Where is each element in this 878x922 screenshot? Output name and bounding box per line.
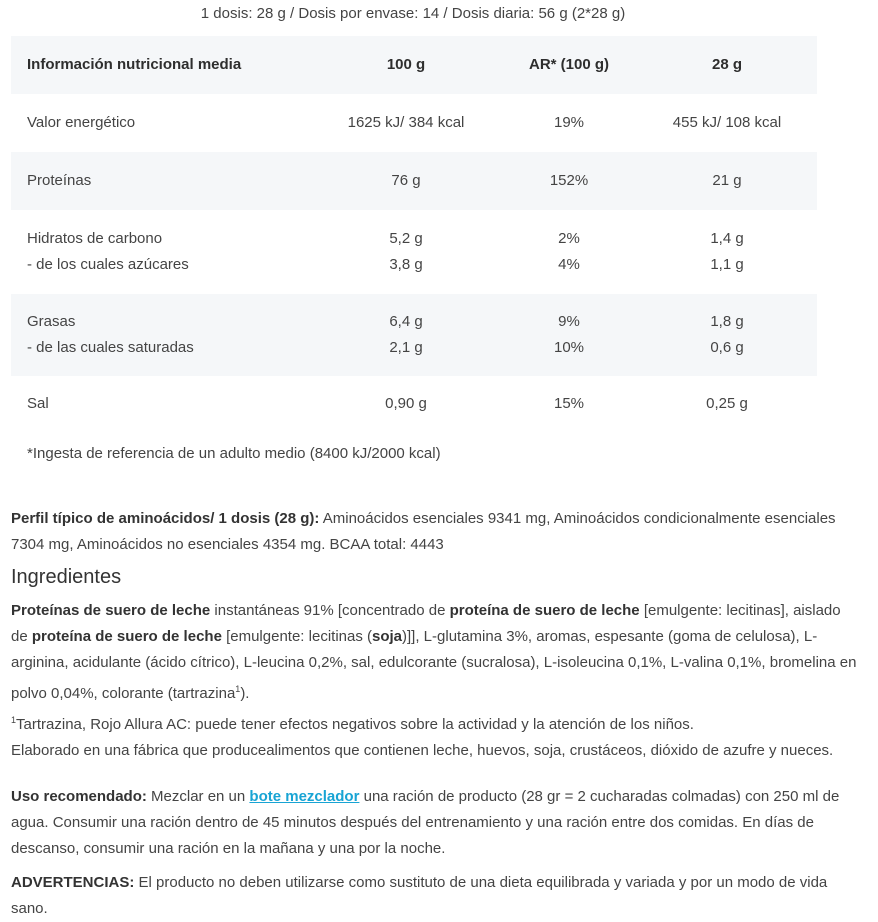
allergen-bold: soja xyxy=(372,628,403,645)
tartrazine-note: Tartrazina, Rojo Allura AC: puede tener efectos negativos sobre la actividad y la atención de los niños. xyxy=(16,716,694,733)
nutrition-table xyxy=(11,36,817,474)
table-row xyxy=(11,152,817,210)
value-100g: 3,8 g xyxy=(389,256,423,273)
ingredient-bold: proteína de suero de leche xyxy=(31,628,222,645)
value-ar: 9% xyxy=(558,313,580,330)
ingredient-text: )]], L-glutamina 3%, aromas, espesante (goma de celulosa), L-arginina, acidulante (ácido cítrico), L-leucina 0,2%, sal, edulcorante (sucralosa), L-isoleucina 0,1%, L-valina 0,1%, bromelina en polvo 0,04%, colorante (tartrazina xyxy=(11,628,857,702)
value-28g: 0,6 g xyxy=(710,339,744,356)
nutrient-name: Valor energético xyxy=(27,114,136,131)
nutrient-name: Hidratos de carbono xyxy=(27,230,163,247)
usage-paragraph xyxy=(11,784,861,862)
nutrient-subname: - de los cuales azúcares xyxy=(27,256,189,273)
value-100g: 0,90 g xyxy=(385,395,427,412)
ingredient-bold: Proteínas de suero de leche xyxy=(11,602,211,619)
nutrient-name: Grasas xyxy=(27,313,76,330)
ingredient-text: [emulgente: lecitinas ( xyxy=(221,628,372,645)
value-28g: 1,8 g xyxy=(710,313,744,330)
warnings-paragraph xyxy=(11,870,861,922)
value-28g: 21 g xyxy=(712,172,742,189)
warnings-label: ADVERTENCIAS: xyxy=(11,874,135,891)
value-28g: 1,1 g xyxy=(710,256,744,273)
header-cell: 28 g xyxy=(711,56,742,73)
footnote-marker: 1 xyxy=(235,684,241,694)
usage-text: Mezclar en un xyxy=(146,788,250,805)
warnings-text: El producto no deben utilizarse como sustituto de una dieta equilibrada y variada y por un modo de vida sano. xyxy=(11,874,828,917)
ingredient-bold: proteína de suero de leche xyxy=(449,602,640,619)
value-28g: 455 kJ/ 108 kcal xyxy=(672,114,782,131)
table-row xyxy=(11,94,817,152)
value-ar: 2% xyxy=(558,230,580,247)
nutrient-name: Proteínas xyxy=(27,172,92,189)
ingredient-text: ). xyxy=(240,685,250,702)
allergen-factory-note: Elaborado en una fábrica que producealimentos que contienen leche, huevos, soja, crustáceos, dióxido de azufre y nueces. xyxy=(11,742,834,759)
dose-info: 1 dosis: 28 g / Dosis por envase: 14 / Dosis diaria: 56 g (2*28 g) xyxy=(200,5,626,22)
table-header-row xyxy=(11,36,817,94)
aminoacid-label: Perfil típico de aminoácidos/ 1 dosis (28 g): xyxy=(11,510,320,527)
value-ar: 10% xyxy=(553,339,585,356)
value-ar: 4% xyxy=(558,256,580,273)
value-100g: 6,4 g xyxy=(389,313,423,330)
value-28g: 0,25 g xyxy=(706,395,748,412)
ingredients-heading: Ingredientes xyxy=(11,566,122,588)
table-row xyxy=(11,376,817,432)
value-100g: 76 g xyxy=(391,172,421,189)
table-row xyxy=(11,210,817,294)
value-28g: 1,4 g xyxy=(710,230,744,247)
aminoacid-text: Aminoácidos esenciales 9341 mg, Aminoácidos condicionalmente esenciales 7304 mg, Aminoácidos no esenciales 4354 mg. BCAA total: 4443 xyxy=(11,510,836,553)
value-ar: 15% xyxy=(553,395,585,412)
table-footnote: *Ingesta de referencia de un adulto medio (8400 kJ/2000 kcal) xyxy=(27,444,441,462)
value-100g: 1625 kJ/ 384 kcal xyxy=(347,114,465,131)
header-cell: Información nutricional media xyxy=(27,56,242,73)
usage-label: Uso recomendado: xyxy=(11,788,147,805)
aminoacid-profile xyxy=(11,506,861,558)
table-row xyxy=(11,294,817,376)
value-ar: 152% xyxy=(549,172,589,189)
value-100g: 5,2 g xyxy=(389,230,423,247)
shaker-link[interactable]: bote mezclador xyxy=(249,788,360,805)
ingredient-text: [emulgente: lecitinas], aislado de xyxy=(11,602,841,645)
ingredients-list xyxy=(11,598,861,764)
header-cell: AR* (100 g) xyxy=(528,56,610,73)
header-cell: 100 g xyxy=(386,56,426,73)
value-100g: 2,1 g xyxy=(389,339,423,356)
ingredient-text: instantáneas 91% [concentrado de xyxy=(210,602,450,619)
footnote-marker: 1 xyxy=(11,715,17,725)
usage-text: una ración de producto (28 gr = 2 cucharadas colmadas) con 250 ml de agua. Consumir una ración dentro de 45 minutos después del entrenamiento y una ración entre dos comidas. En días de descanso, consumir una ración en la mañana y una por la noche. xyxy=(11,788,840,857)
value-ar: 19% xyxy=(553,114,585,131)
nutrient-name: Sal xyxy=(27,395,49,412)
nutrient-subname: - de las cuales saturadas xyxy=(27,339,194,356)
